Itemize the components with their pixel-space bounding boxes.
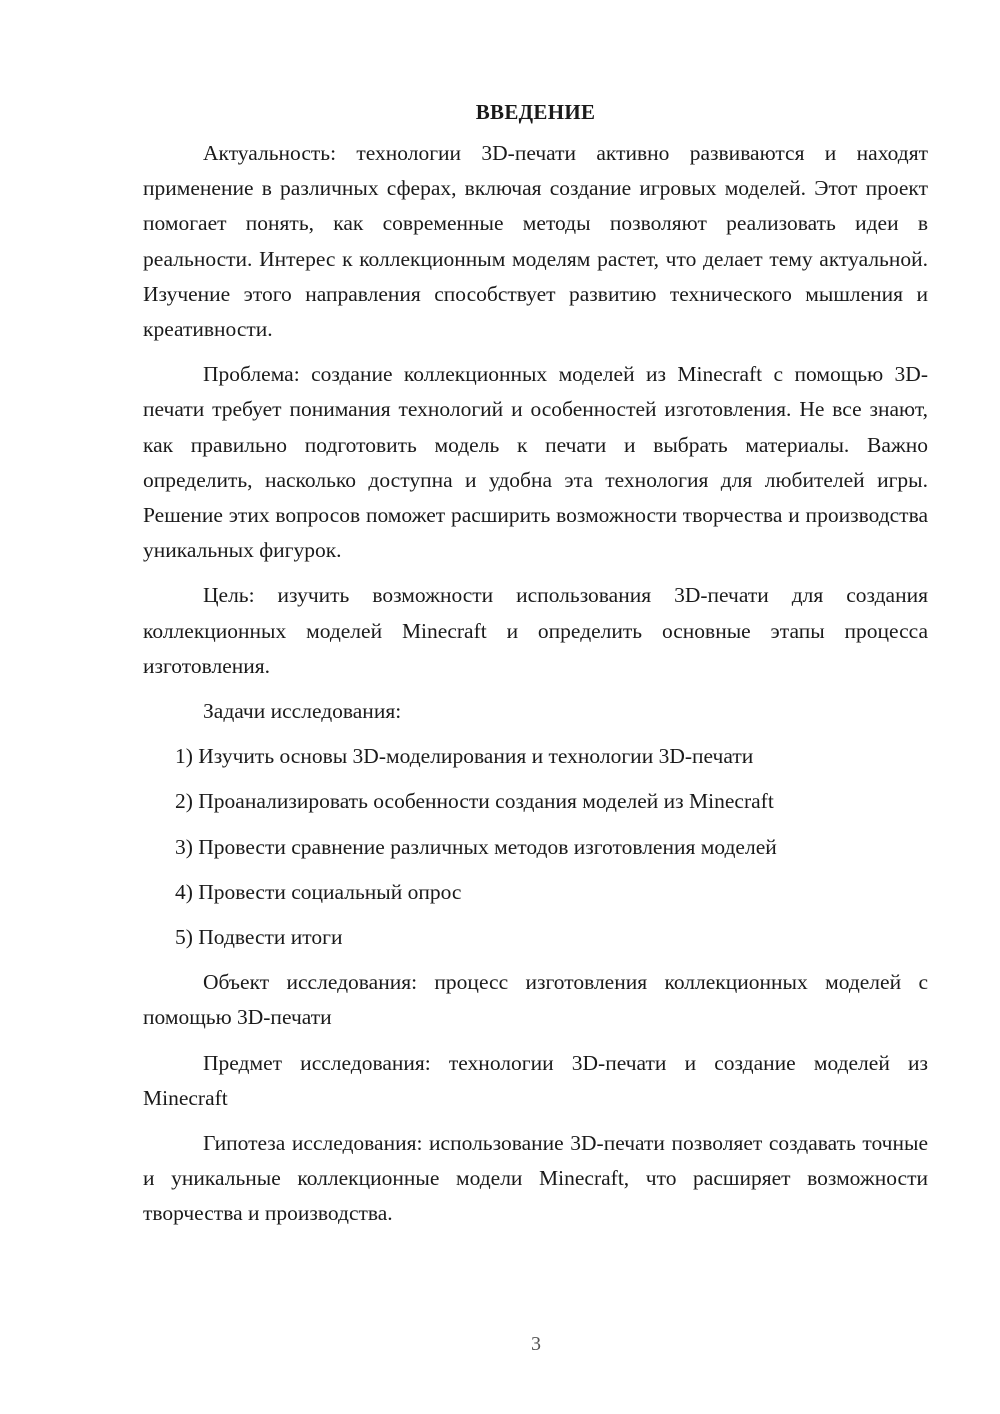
task-item-3: 3) Провести сравнение различных методов изготовления моделей	[175, 834, 777, 859]
tasks-heading: Задачи исследования:	[203, 699, 402, 724]
paragraph-goal: Цель: изучить возможности использования 3D-печати для создания коллекционных моделей Minecraft и определить основные этапы процесса изготовления.	[143, 583, 928, 678]
task-item-4: 4) Провести социальный опрос	[175, 879, 462, 904]
section-title: ВВЕДЕНИЕ	[475, 100, 596, 124]
paragraph-relevance: Актуальность: технологии 3D-печати активно развиваются и находят применение в различных сферах, включая создание игровых моделей. Этот проект помогает понять, как современные методы позволяют реализовать идеи в реальности. Интерес к коллекционным моделям растет, что делает тему актуальной. Изучение этого направления способствует развитию технического мышления и креативности.	[143, 141, 928, 342]
paragraph-object: Объект исследования: процесс изготовления коллекционных моделей с помощью 3D-печати	[143, 970, 928, 1030]
paragraph-subject: Предмет исследования: технологии 3D-печати и создание моделей из Minecraft	[143, 1050, 928, 1110]
paragraph-problem: Проблема: создание коллекционных моделей из Minecraft с помощью 3D-печати требует понимания технологий и особенностей изготовления. Не все знают, как правильно подготовить модель к печати и выбрать материалы. Важно определить, насколько доступна и удобна эта технология для любителей игры. Решение этих вопросов поможет расширить возможности творчества и производства уникальных фигурок.	[143, 362, 928, 563]
page-number: 3	[531, 1333, 541, 1355]
task-item-1: 1) Изучить основы 3D-моделирования и технологии 3D-печати	[175, 744, 754, 769]
paragraph-hypothesis: Гипотеза исследования: использование 3D-печати позволяет создавать точные и уникальные коллекционные модели Minecraft, что расширяет возможности творчества и производства.	[143, 1131, 928, 1226]
task-list	[143, 739, 928, 955]
task-item-2: 2) Проанализировать особенности создания моделей из Minecraft	[175, 789, 774, 814]
task-item-5: 5) Подвести итоги	[175, 925, 343, 950]
document-page	[143, 96, 928, 1242]
